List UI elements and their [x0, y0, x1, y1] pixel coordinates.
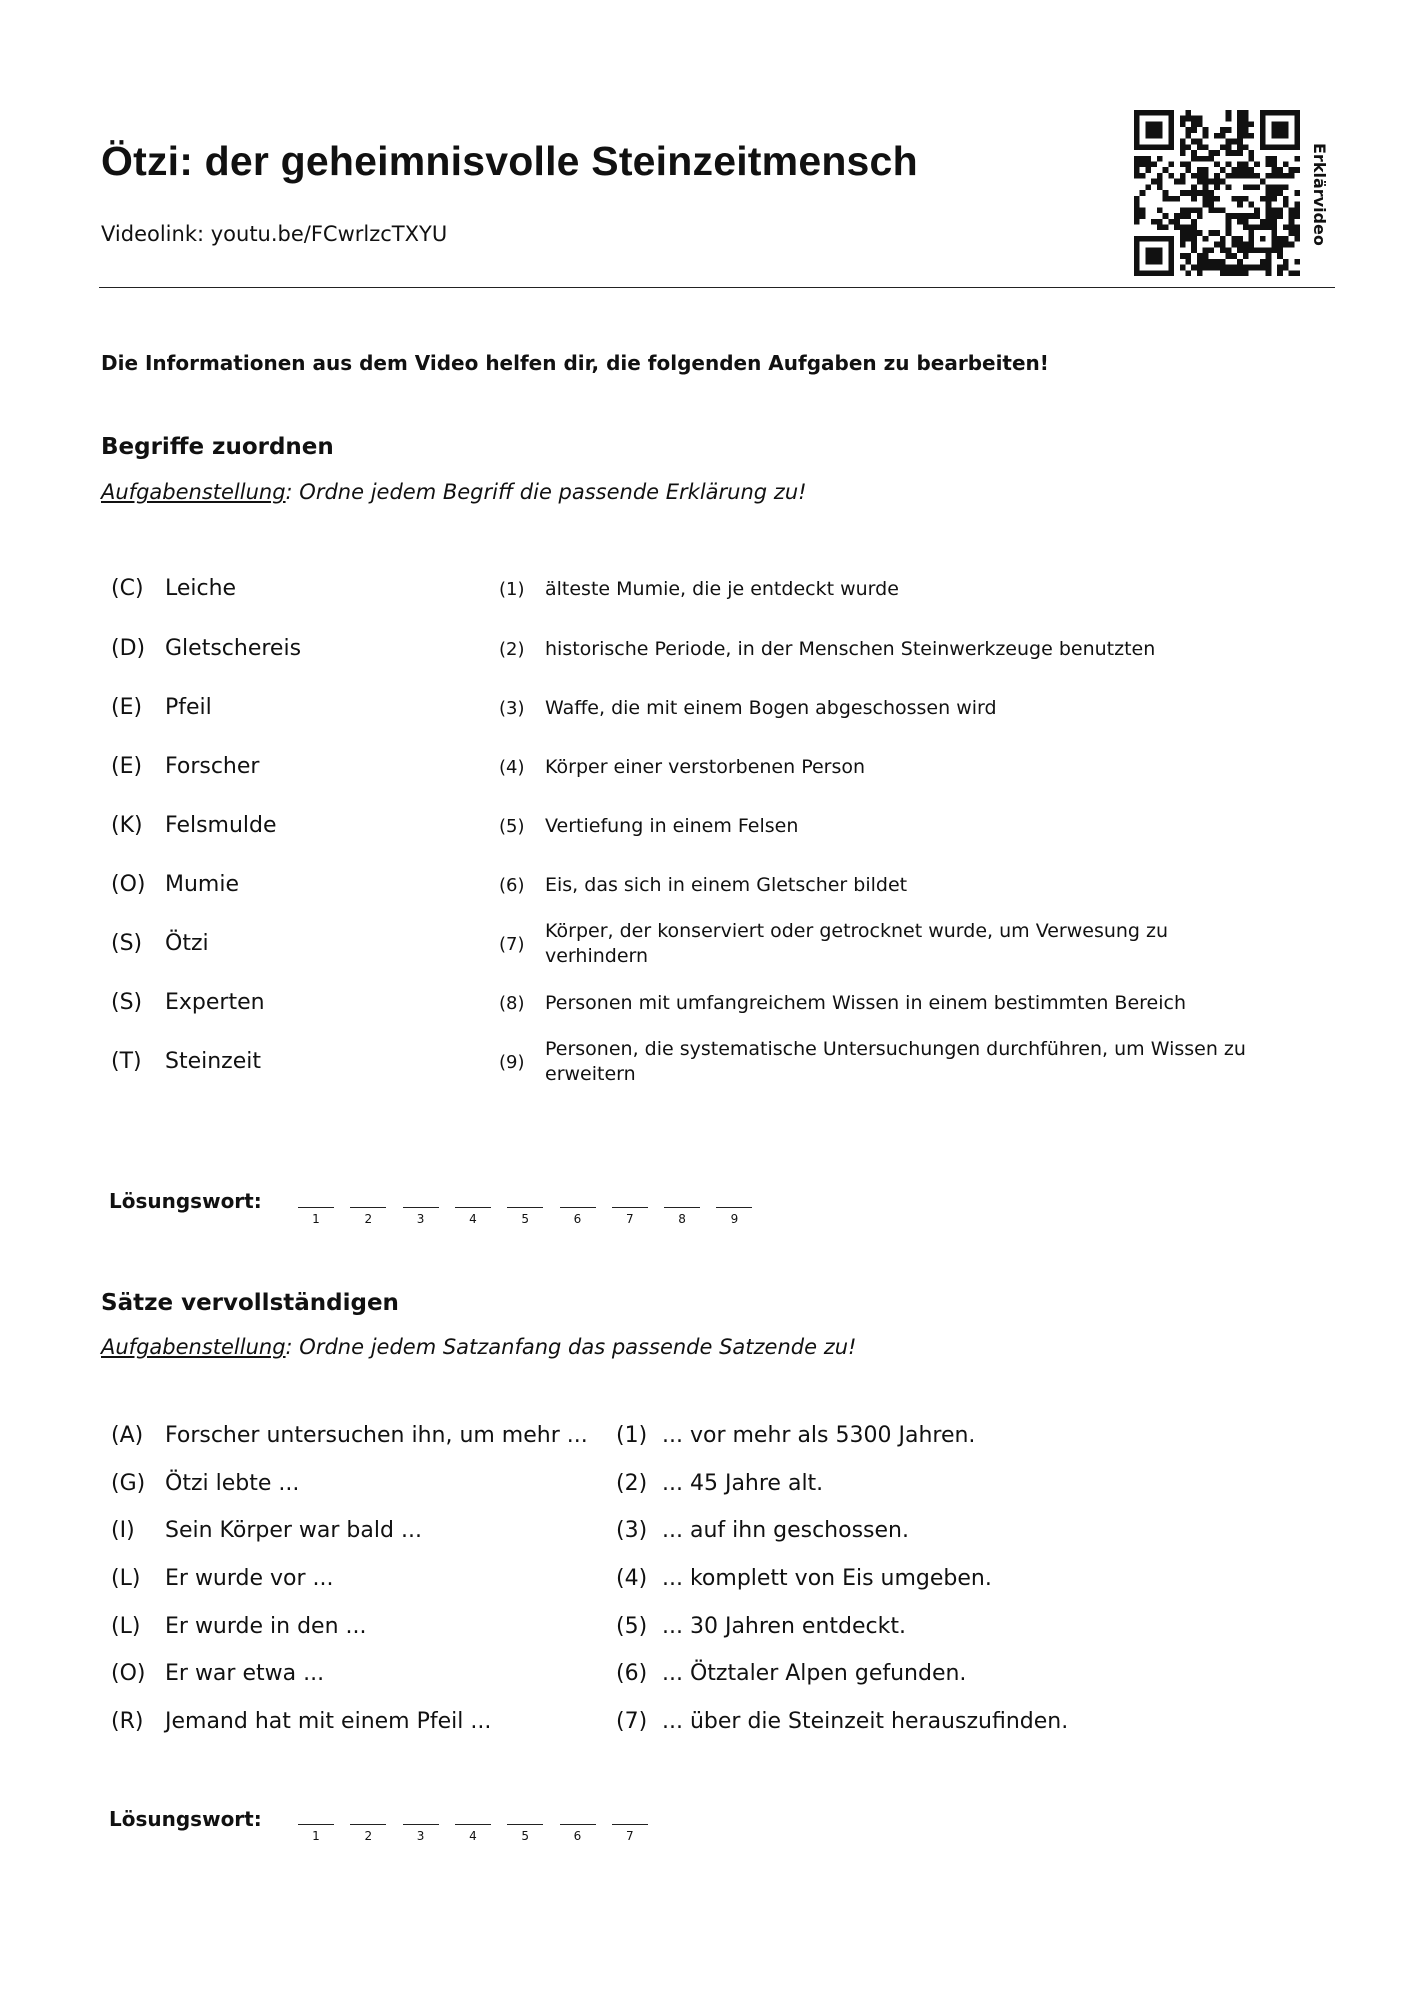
slot-number: 2: [364, 1212, 373, 1226]
table-row: [0, 754, 1414, 794]
term-text: Ötzi: [165, 931, 209, 956]
table-row: [0, 1614, 1414, 1650]
header-divider: [99, 287, 1335, 288]
page-title: Ötzi: der geheimnisvolle Steinzeitmensch: [101, 138, 918, 184]
solution-slot[interactable]: [403, 1824, 439, 1843]
term-letter: (E): [111, 754, 143, 779]
task-instruction-1: [101, 480, 807, 504]
video-link[interactable]: Videolink: youtu.be/FCwrlzcTXYU: [101, 222, 448, 246]
term-text: Steinzeit: [165, 1049, 262, 1074]
solution-slot[interactable]: [560, 1207, 596, 1226]
sentence-end-text: ... 45 Jahre alt.: [662, 1471, 824, 1496]
solution-slot[interactable]: [612, 1207, 648, 1226]
table-row: [0, 813, 1414, 853]
sentence-start-letter: (R): [111, 1709, 144, 1734]
solution-slot[interactable]: [507, 1824, 543, 1843]
term-letter: (D): [111, 636, 146, 661]
definition-text: Körper, der konserviert oder getrocknet wurde, um Verwesung zu verhindern: [545, 920, 1169, 967]
sentence-end-text: ... Ötztaler Alpen gefunden.: [662, 1661, 967, 1686]
intro-text: Die Informationen aus dem Video helfen dir, die folgenden Aufgaben zu bearbeiten!: [101, 351, 1049, 375]
table-row: [0, 1566, 1414, 1602]
term-letter: (T): [111, 1049, 142, 1074]
definition-number: (1): [499, 579, 525, 600]
sentence-end-number: (7): [616, 1709, 648, 1734]
sentence-end-number: (1): [616, 1423, 648, 1448]
sentence-end-text: ... vor mehr als 5300 Jahren.: [662, 1423, 976, 1448]
sentence-start-letter: (L): [111, 1614, 141, 1639]
qr-code-icon[interactable]: [1134, 110, 1300, 276]
term-text: Forscher: [165, 754, 260, 779]
table-row: [0, 920, 1414, 971]
table-row: [0, 1518, 1414, 1554]
slot-number: 1: [312, 1212, 320, 1226]
slot-number: 4: [469, 1212, 477, 1226]
definition-text: Vertiefung in einem Felsen: [545, 815, 799, 837]
slot-number: 7: [625, 1829, 634, 1843]
table-row: [0, 576, 1414, 616]
slot-number: 5: [521, 1829, 529, 1843]
sentence-start-text: Forscher untersuchen ihn, um mehr ...: [165, 1423, 588, 1448]
sentence-end-number: (4): [616, 1566, 648, 1591]
table-row: [0, 990, 1414, 1030]
slot-number: 6: [573, 1212, 582, 1226]
task-label: Aufgabenstellung: [101, 1335, 286, 1359]
table-row: [0, 1471, 1414, 1507]
term-text: Experten: [165, 990, 265, 1015]
slot-number: 4: [469, 1829, 477, 1843]
task-instruction-2: [101, 1335, 856, 1359]
slot-number: 2: [364, 1829, 373, 1843]
definition-text: Personen mit umfangreichem Wissen in einem bestimmten Bereich: [545, 992, 1186, 1014]
definition-text: älteste Mumie, die je entdeckt wurde: [545, 578, 899, 600]
solution-slot[interactable]: [298, 1207, 334, 1226]
table-row: [0, 1661, 1414, 1697]
slot-number: 5: [521, 1212, 529, 1226]
definition-text: Waffe, die mit einem Bogen abgeschossen wird: [545, 697, 997, 719]
sentence-start-text: Ötzi lebte ...: [165, 1471, 300, 1496]
sentence-start-letter: (O): [111, 1661, 146, 1686]
task-text: : Ordne jedem Begriff die passende Erklärung zu!: [285, 480, 807, 504]
table-row: [0, 636, 1414, 676]
sentence-start-letter: (I): [111, 1518, 135, 1543]
sentence-start-text: Jemand hat mit einem Pfeil ...: [165, 1709, 492, 1734]
section-heading-begriffe: Begriffe zuordnen: [101, 434, 334, 460]
task-label: Aufgabenstellung: [101, 480, 286, 504]
definition-text: historische Periode, in der Menschen Steinwerkzeuge benutzten: [545, 638, 1156, 660]
definition-number: (6): [499, 875, 525, 896]
solution-slot[interactable]: [403, 1207, 439, 1226]
slot-number: 1: [312, 1829, 320, 1843]
table-row: [0, 1038, 1414, 1089]
term-letter: (C): [111, 576, 144, 601]
solution-slot[interactable]: [664, 1207, 700, 1226]
qr-caption: Erklärvideo: [1310, 143, 1329, 246]
solution-slot[interactable]: [350, 1824, 386, 1843]
table-row: [0, 1423, 1414, 1459]
sentence-end-number: (3): [616, 1518, 648, 1543]
table-row: [0, 872, 1414, 912]
sentence-end-text: ... 30 Jahren entdeckt.: [662, 1614, 906, 1639]
table-row: [0, 1709, 1414, 1745]
slot-number: 8: [678, 1212, 686, 1226]
term-text: Mumie: [165, 872, 240, 897]
solution-slot[interactable]: [298, 1824, 334, 1843]
solution-slot[interactable]: [507, 1207, 543, 1226]
solution-slot[interactable]: [350, 1207, 386, 1226]
slot-number: 3: [416, 1212, 425, 1226]
slot-number: 9: [730, 1212, 739, 1226]
definition-number: (9): [499, 1052, 525, 1073]
sentence-start-text: Er wurde in den ...: [165, 1614, 367, 1639]
term-letter: (S): [111, 990, 143, 1015]
solution-slot[interactable]: [612, 1824, 648, 1843]
term-text: Pfeil: [165, 695, 212, 720]
solution-slot[interactable]: [716, 1207, 752, 1226]
definition-number: (8): [499, 993, 525, 1014]
definition-text: Körper einer verstorbenen Person: [545, 756, 866, 778]
definition-text: Eis, das sich in einem Gletscher bildet: [545, 874, 908, 896]
slot-number: 6: [573, 1829, 582, 1843]
definition-number: (2): [499, 639, 525, 660]
solution-label-2: Lösungswort:: [109, 1807, 262, 1831]
task-text: : Ordne jedem Satzanfang das passende Satzende zu!: [285, 1335, 857, 1359]
term-text: Leiche: [165, 576, 237, 601]
section-heading-saetze: Sätze vervollständigen: [101, 1290, 399, 1316]
definition-number: (4): [499, 757, 525, 778]
table-row: [0, 695, 1414, 735]
sentence-start-letter: (G): [111, 1471, 146, 1496]
sentence-start-text: Er wurde vor ...: [165, 1566, 334, 1591]
sentence-end-text: ... auf ihn geschossen.: [662, 1518, 909, 1543]
definition-number: (5): [499, 816, 525, 837]
sentence-end-number: (5): [616, 1614, 648, 1639]
slot-number: 7: [625, 1212, 634, 1226]
term-letter: (O): [111, 872, 146, 897]
definition-text: Personen, die systematische Untersuchungen durchführen, um Wissen zu erweitern: [545, 1038, 1246, 1085]
sentence-start-text: Sein Körper war bald ...: [165, 1518, 422, 1543]
solution-label-1: Lösungswort:: [109, 1189, 262, 1213]
term-letter: (E): [111, 695, 143, 720]
term-letter: (S): [111, 931, 143, 956]
solution-slot[interactable]: [455, 1824, 491, 1843]
sentence-start-text: Er war etwa ...: [165, 1661, 325, 1686]
term-text: Felsmulde: [165, 813, 277, 838]
sentence-start-letter: (L): [111, 1566, 141, 1591]
sentence-end-text: ... komplett von Eis umgeben.: [662, 1566, 992, 1591]
solution-slot[interactable]: [560, 1824, 596, 1843]
sentence-end-text: ... über die Steinzeit herauszufinden.: [662, 1709, 1069, 1734]
solution-slot[interactable]: [455, 1207, 491, 1226]
sentence-end-number: (6): [616, 1661, 648, 1686]
term-text: Gletschereis: [165, 636, 302, 661]
term-letter: (K): [111, 813, 143, 838]
definition-number: (3): [499, 698, 525, 719]
sentence-start-letter: (A): [111, 1423, 144, 1448]
sentence-end-number: (2): [616, 1471, 648, 1496]
definition-number: (7): [499, 934, 525, 955]
slot-number: 3: [416, 1829, 425, 1843]
